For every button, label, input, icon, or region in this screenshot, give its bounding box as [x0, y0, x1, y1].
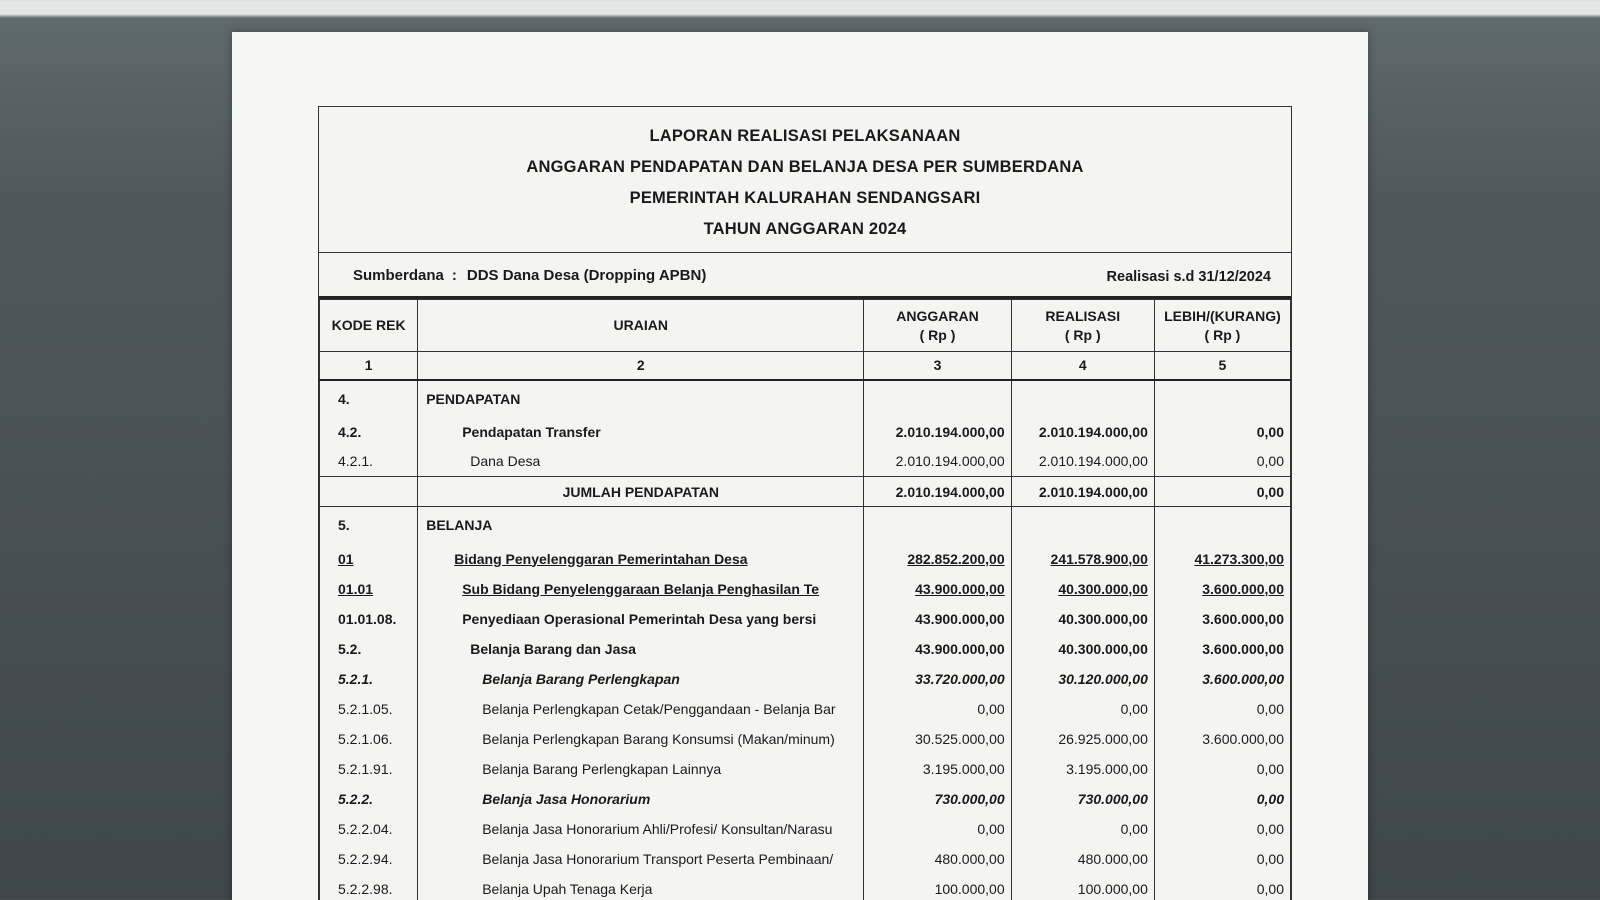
- row-description: Belanja Jasa Honorarium Transport Peserta Pembinaan/: [418, 844, 864, 874]
- row-anggaran-text: 282.852.200,00: [907, 550, 1005, 567]
- report-title-line-4: TAHUN ANGGARAN 2024: [703, 220, 907, 238]
- table-row: [320, 844, 1291, 874]
- row-selisih: 3.600.000,00: [1154, 604, 1290, 634]
- table-row: [320, 507, 1291, 544]
- row-realisasi: 30.120.000,00: [1011, 664, 1154, 694]
- row-code: 4.: [320, 380, 418, 417]
- row-anggaran: 43.900.000,00: [864, 604, 1011, 634]
- row-realisasi-text: 40.300.000,00: [1058, 580, 1148, 597]
- row-realisasi-text: 241.578.900,00: [1050, 550, 1148, 567]
- row-code: 5.2.2.98.: [320, 874, 418, 900]
- header-realisasi-label: REALISASI: [1045, 307, 1121, 324]
- row-realisasi: 26.925.000,00: [1011, 724, 1154, 754]
- header-lebih-unit: ( Rp ): [1204, 326, 1241, 343]
- report-title-line-2: ANGGARAN PENDAPATAN DAN BELANJA DESA PER SUMBERDANA: [526, 158, 1084, 176]
- budget-table: [319, 299, 1291, 900]
- report-title-line-3: PEMERINTAH KALURAHAN SENDANGSARI: [629, 189, 981, 207]
- header-anggaran-label: ANGGARAN: [896, 307, 979, 324]
- column-number: 2: [418, 352, 864, 380]
- row-realisasi: 2.010.194.000,00: [1011, 417, 1154, 447]
- row-realisasi: [1011, 574, 1154, 604]
- row-anggaran: [864, 380, 1011, 417]
- table-row: [320, 417, 1291, 447]
- realization-date: Realisasi s.d 31/12/2024: [1106, 269, 1271, 285]
- table-row: [320, 604, 1291, 634]
- row-anggaran: 3.195.000,00: [864, 754, 1011, 784]
- row-anggaran: [864, 544, 1011, 574]
- source-bar: [319, 253, 1291, 299]
- row-description: Belanja Perlengkapan Barang Konsumsi (Makan/minum): [418, 724, 864, 754]
- row-anggaran: 730.000,00: [864, 784, 1011, 814]
- table-row: [320, 814, 1291, 844]
- row-code: 5.2.1.06.: [320, 724, 418, 754]
- row-code: 5.: [320, 507, 418, 544]
- source-value: DDS Dana Desa (Dropping APBN): [466, 267, 707, 284]
- row-anggaran: 2.010.194.000,00: [864, 447, 1011, 477]
- document-page: [232, 32, 1368, 900]
- row-code: 4.2.: [320, 417, 418, 447]
- row-realisasi: 0,00: [1011, 814, 1154, 844]
- table-row: [320, 784, 1291, 814]
- row-description: Belanja Jasa Honorarium: [418, 784, 864, 814]
- row-selisih: 0,00: [1154, 694, 1290, 724]
- row-code: 01: [320, 544, 418, 574]
- column-number: 3: [864, 352, 1011, 380]
- row-selisih: [1154, 574, 1290, 604]
- row-code: 5.2.2.04.: [320, 814, 418, 844]
- row-anggaran: 43.900.000,00: [864, 634, 1011, 664]
- row-anggaran: 480.000,00: [864, 844, 1011, 874]
- row-description: BELANJA: [418, 507, 864, 544]
- row-description: Belanja Barang Perlengkapan Lainnya: [418, 754, 864, 784]
- row-realisasi: 2.010.194.000,00: [1011, 477, 1154, 507]
- row-code: 5.2.2.: [320, 784, 418, 814]
- source-separator: :: [451, 267, 457, 284]
- row-selisih: 0,00: [1154, 754, 1290, 784]
- header-anggaran-unit: ( Rp ): [919, 326, 956, 343]
- row-realisasi: 3.195.000,00: [1011, 754, 1154, 784]
- row-realisasi: [1011, 507, 1154, 544]
- row-anggaran: 2.010.194.000,00: [864, 417, 1011, 447]
- row-anggaran: 0,00: [864, 694, 1011, 724]
- table-row: [320, 694, 1291, 724]
- column-number: 4: [1011, 352, 1154, 380]
- row-selisih: 0,00: [1154, 784, 1290, 814]
- row-selisih: [1154, 544, 1290, 574]
- row-selisih-text: 41.273.300,00: [1194, 550, 1284, 567]
- row-code: 5.2.1.05.: [320, 694, 418, 724]
- row-code: 5.2.1.: [320, 664, 418, 694]
- row-anggaran: [864, 574, 1011, 604]
- table-row: [320, 874, 1291, 900]
- row-selisih: [1154, 380, 1290, 417]
- column-number: 1: [320, 352, 418, 380]
- row-description: PENDAPATAN: [418, 380, 864, 417]
- header-anggaran: [864, 300, 1011, 352]
- row-selisih: [1154, 507, 1290, 544]
- table-row: [320, 754, 1291, 784]
- row-selisih: 3.600.000,00: [1154, 664, 1290, 694]
- row-description: Pendapatan Transfer: [418, 417, 864, 447]
- table-row: [320, 634, 1291, 664]
- source-label: Sumberdana: [353, 267, 444, 284]
- row-realisasi: [1011, 380, 1154, 417]
- row-realisasi: [1011, 544, 1154, 574]
- row-code: 5.2.2.94.: [320, 844, 418, 874]
- table-row: [320, 664, 1291, 694]
- row-realisasi: 0,00: [1011, 694, 1154, 724]
- header-uraian: URAIAN: [418, 300, 864, 352]
- row-description: Dana Desa: [418, 447, 864, 477]
- row-code: [320, 477, 418, 507]
- row-anggaran: 100.000,00: [864, 874, 1011, 900]
- row-realisasi: 480.000,00: [1011, 844, 1154, 874]
- row-anggaran: [864, 507, 1011, 544]
- row-description-text: Bidang Penyelenggaran Pemerintahan Desa: [454, 550, 748, 567]
- row-description: JUMLAH PENDAPATAN: [418, 477, 864, 507]
- row-selisih: 3.600.000,00: [1154, 724, 1290, 754]
- row-realisasi: 730.000,00: [1011, 784, 1154, 814]
- table-row: [320, 724, 1291, 754]
- row-code: 01.01.08.: [320, 604, 418, 634]
- report-title-line-1: LAPORAN REALISASI PELAKSANAAN: [649, 127, 961, 145]
- source-info: [353, 267, 706, 284]
- row-description: [418, 544, 864, 574]
- row-description: Belanja Barang Perlengkapan: [418, 664, 864, 694]
- header-lebih-label: LEBIH/(KURANG): [1164, 307, 1281, 324]
- row-description: Belanja Barang dan Jasa: [418, 634, 864, 664]
- row-anggaran: 2.010.194.000,00: [864, 477, 1011, 507]
- row-description: Belanja Jasa Honorarium Ahli/Profesi/ Konsultan/Narasu: [418, 814, 864, 844]
- table-row: [320, 544, 1291, 574]
- row-description: Belanja Upah Tenaga Kerja: [418, 874, 864, 900]
- row-selisih: 0,00: [1154, 844, 1290, 874]
- row-realisasi: 2.010.194.000,00: [1011, 447, 1154, 477]
- row-selisih: 0,00: [1154, 447, 1290, 477]
- row-code: 5.2.: [320, 634, 418, 664]
- row-code: 01.01: [320, 574, 418, 604]
- row-selisih: 0,00: [1154, 814, 1290, 844]
- row-description: [418, 574, 864, 604]
- report-title-block: [319, 107, 1291, 253]
- header-realisasi-unit: ( Rp ): [1064, 326, 1101, 343]
- row-code: 5.2.1.91.: [320, 754, 418, 784]
- row-anggaran: 0,00: [864, 814, 1011, 844]
- total-row: [320, 477, 1291, 507]
- row-anggaran: 33.720.000,00: [864, 664, 1011, 694]
- row-description: Penyediaan Operasional Pemerintah Desa yang bersi: [418, 604, 864, 634]
- row-description-text: Sub Bidang Penyelenggaraan Belanja Penghasilan Te: [462, 580, 820, 597]
- column-number: 5: [1154, 352, 1290, 380]
- table-row: [320, 574, 1291, 604]
- row-realisasi: 40.300.000,00: [1011, 634, 1154, 664]
- header-realisasi: [1011, 300, 1154, 352]
- row-realisasi: 40.300.000,00: [1011, 604, 1154, 634]
- row-realisasi: 100.000,00: [1011, 874, 1154, 900]
- row-anggaran-text: 43.900.000,00: [915, 580, 1005, 597]
- row-selisih: 0,00: [1154, 874, 1290, 900]
- row-selisih: 0,00: [1154, 417, 1290, 447]
- row-description: Belanja Perlengkapan Cetak/Penggandaan - Belanja Bar: [418, 694, 864, 724]
- header-kode: KODE REK: [320, 300, 418, 352]
- row-code: 4.2.1.: [320, 447, 418, 477]
- table-row: [320, 447, 1291, 477]
- table-row: [320, 380, 1291, 417]
- row-anggaran: 30.525.000,00: [864, 724, 1011, 754]
- row-selisih-text: 3.600.000,00: [1202, 580, 1284, 597]
- row-selisih: 0,00: [1154, 477, 1290, 507]
- header-lebih-kurang: [1154, 300, 1290, 352]
- row-selisih: 3.600.000,00: [1154, 634, 1290, 664]
- report-frame: [318, 106, 1292, 900]
